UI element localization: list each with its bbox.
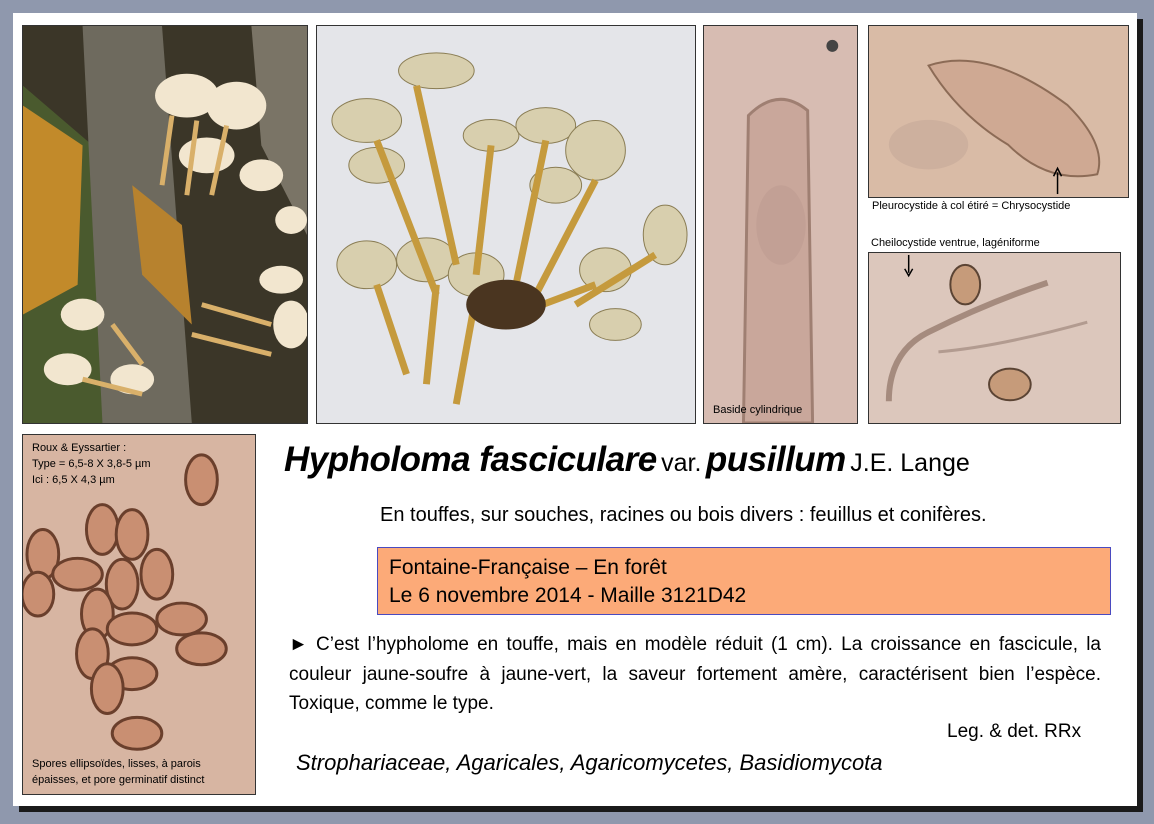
- var-label: var.: [661, 449, 702, 477]
- spores-desc-1: Spores ellipsoïdes, lisses, à parois: [32, 758, 201, 770]
- habitat-photo: [22, 25, 308, 424]
- spores-ref-2: Type = 6,5-8 X 3,8-5 µm: [32, 458, 151, 470]
- author: J.E. Lange: [850, 449, 970, 477]
- habitat-text: En touffes, sur souches, racines ou bois divers : feuillus et conifères.: [380, 504, 987, 526]
- bullet-icon: ►: [289, 634, 308, 655]
- caption-pleurocystide: Pleurocystide à col étiré = Chrysocystide: [872, 200, 1071, 212]
- cheilocystide-micrograph: [868, 252, 1121, 424]
- spores-desc-2: épaisses, et pore germinatif distinct: [32, 774, 205, 786]
- spores-micrograph: [22, 434, 256, 795]
- location-box: [377, 547, 1111, 615]
- caption-cheilocystide: Cheilocystide ventrue, lagéniforme: [871, 237, 1040, 249]
- description-text: C’est l’hypholome en touffe, mais en modèle réduit (1 cm). La croissance en fascicule, la couleur jaune-soufre à jaune-vert, la saveur fortement amère, caractérisent bien l’espèce. Toxique, comme le type.: [289, 634, 1102, 714]
- taxonomy: Strophariaceae, Agaricales, Agaricomycetes, Basidiomycota: [296, 750, 883, 775]
- baside-micrograph: [703, 25, 858, 424]
- leg-det: Leg. & det. RRx: [947, 721, 1082, 742]
- location-line-1: Fontaine-Française – En forêt: [389, 556, 667, 579]
- specimen-photo: [316, 25, 696, 424]
- spores-ref-3: Ici : 6,5 X 4,3 µm: [32, 474, 115, 486]
- genus-species: Hypholoma fasciculare: [284, 440, 657, 479]
- description: [289, 630, 1101, 719]
- species-title: [284, 440, 970, 480]
- pleurocystide-micrograph: [868, 25, 1129, 198]
- variety-name: pusillum: [705, 440, 846, 479]
- spores-ref-1: Roux & Eyssartier :: [32, 442, 127, 454]
- caption-baside: Baside cylindrique: [713, 404, 803, 416]
- location-line-2: Le 6 novembre 2014 - Maille 3121D42: [389, 584, 747, 607]
